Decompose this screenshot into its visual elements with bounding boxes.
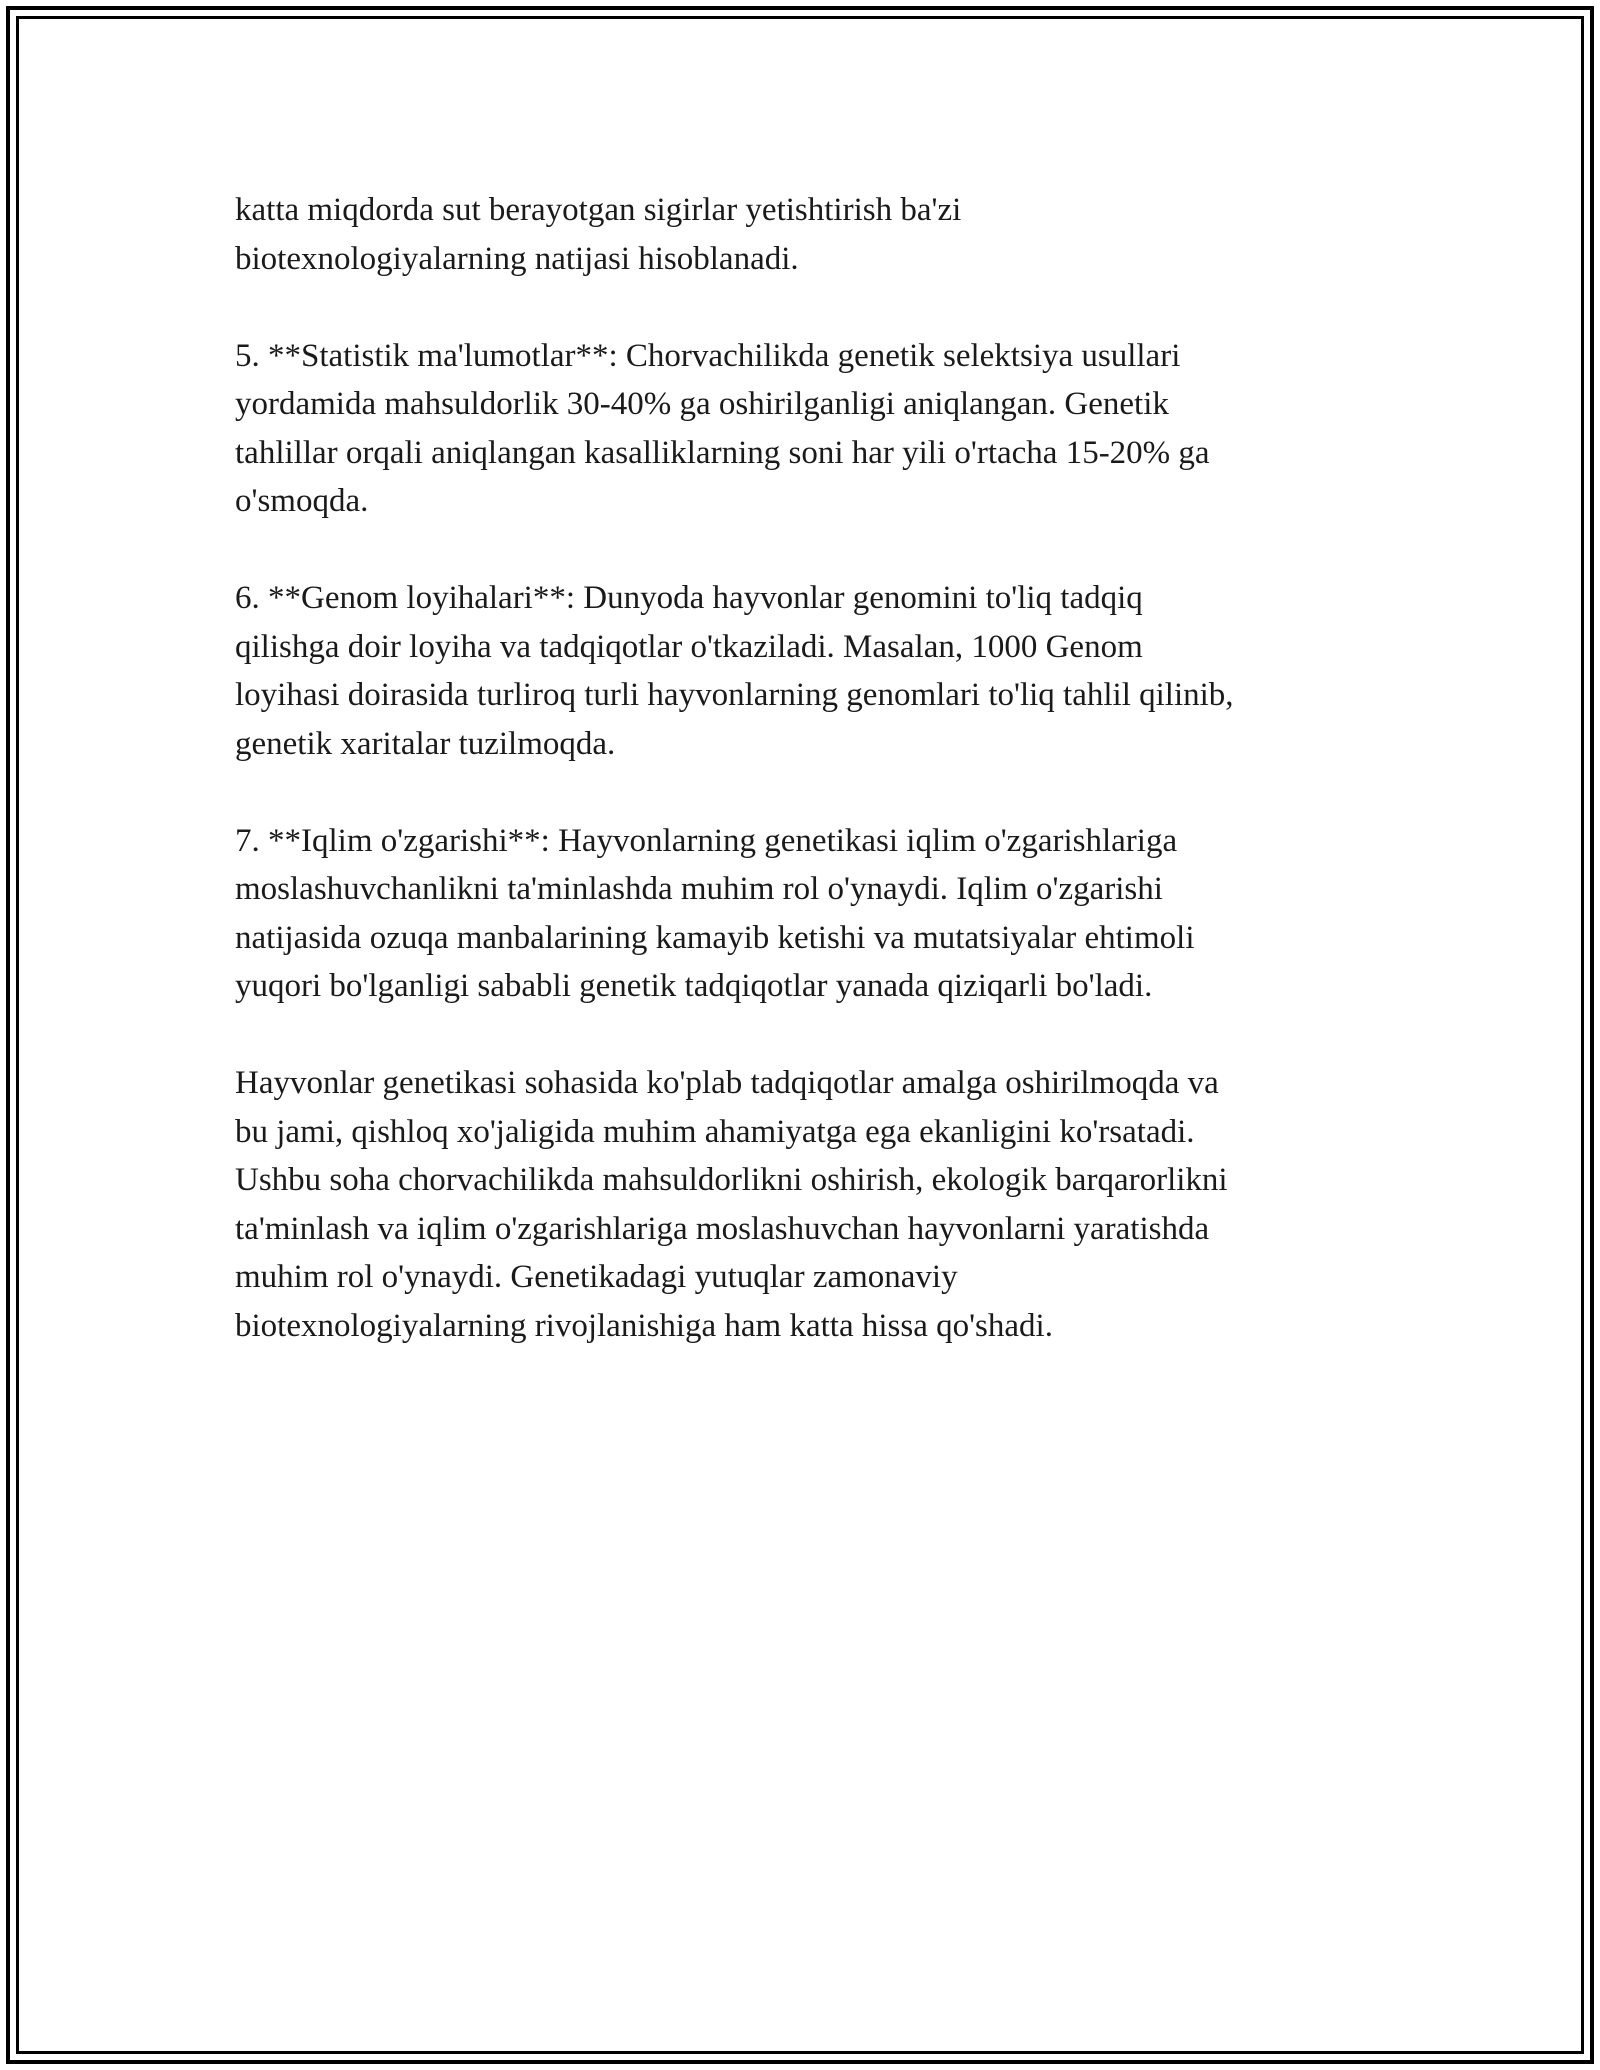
text-line: katta miqdorda sut berayotgan sigirlar yetishtirish ba'zi bbox=[235, 192, 962, 228]
text-line: natijasida ozuqa manbalarining kamayib ketishi va mutatsiyalar ehtimoli bbox=[235, 919, 1195, 956]
document-body bbox=[235, 186, 1365, 1399]
text-line: biotexnologiyalarning natijasi hisoblanadi. bbox=[235, 240, 799, 277]
text-line: tahlillar orqali aniqlangan kasalliklarning soni har yili o'rtacha 15-20% ga bbox=[235, 434, 1210, 471]
paragraph-item-6 bbox=[235, 574, 1365, 768]
text-line: muhim rol o'ynaydi. Genetikadagi yutuqlar zamonaviy bbox=[235, 1259, 958, 1295]
text-line: o'smoqda. bbox=[235, 483, 369, 519]
paragraph-item-5 bbox=[235, 332, 1365, 526]
text-line: moslashuvchanlikni ta'minlashda muhim rol o'ynaydi. Iqlim o'zgarishi bbox=[235, 871, 1163, 907]
text-line: Hayvonlar genetikasi sohasida ko'plab tadqiqotlar amalga oshirilmoqda va bbox=[235, 1065, 1219, 1101]
text-line: 5. **Statistik ma'lumotlar**: Chorvachilikda genetik selektsiya usullari bbox=[235, 337, 1181, 374]
paragraph-conclusion bbox=[235, 1059, 1365, 1350]
text-line: qilishga doir loyiha va tadqiqotlar o'tkaziladi. Masalan, 1000 Genom bbox=[235, 628, 1143, 665]
text-line: 7. **Iqlim o'zgarishi**: Hayvonlarning genetikasi iqlim o'zgarishlariga bbox=[235, 822, 1178, 859]
text-line: yordamida mahsuldorlik 30-40% ga oshirilganligi aniqlangan. Genetik bbox=[235, 386, 1169, 422]
text-line: biotexnologiyalarning rivojlanishiga ham katta hissa qo'shadi. bbox=[235, 1307, 1053, 1344]
paragraph-item-7 bbox=[235, 817, 1365, 1011]
text-line: 6. **Genom loyihalari**: Dunyoda hayvonlar genomini to'liq tadqiq bbox=[235, 580, 1143, 616]
text-line: ta'minlash va iqlim o'zgarishlariga moslashuvchan hayvonlarni yaratishda bbox=[235, 1210, 1210, 1247]
text-line: bu jami, qishloq xo'jaligida muhim ahamiyatga ega ekanligini ko'rsatadi. bbox=[235, 1113, 1195, 1150]
text-line: Ushbu soha chorvachilikda mahsuldorlikni oshirish, ekologik barqarorlikni bbox=[235, 1162, 1228, 1198]
paragraph-continuation bbox=[235, 186, 1365, 283]
text-line: genetik xaritalar tuzilmoqda. bbox=[235, 725, 616, 762]
text-line: yuqori bo'lganligi sababli genetik tadqiqotlar yanada qiziqarli bo'ladi. bbox=[235, 968, 1153, 1004]
text-line: loyihasi doirasida turliroq turli hayvonlarning genomlari to'liq tahlil qilinib, bbox=[235, 677, 1234, 713]
